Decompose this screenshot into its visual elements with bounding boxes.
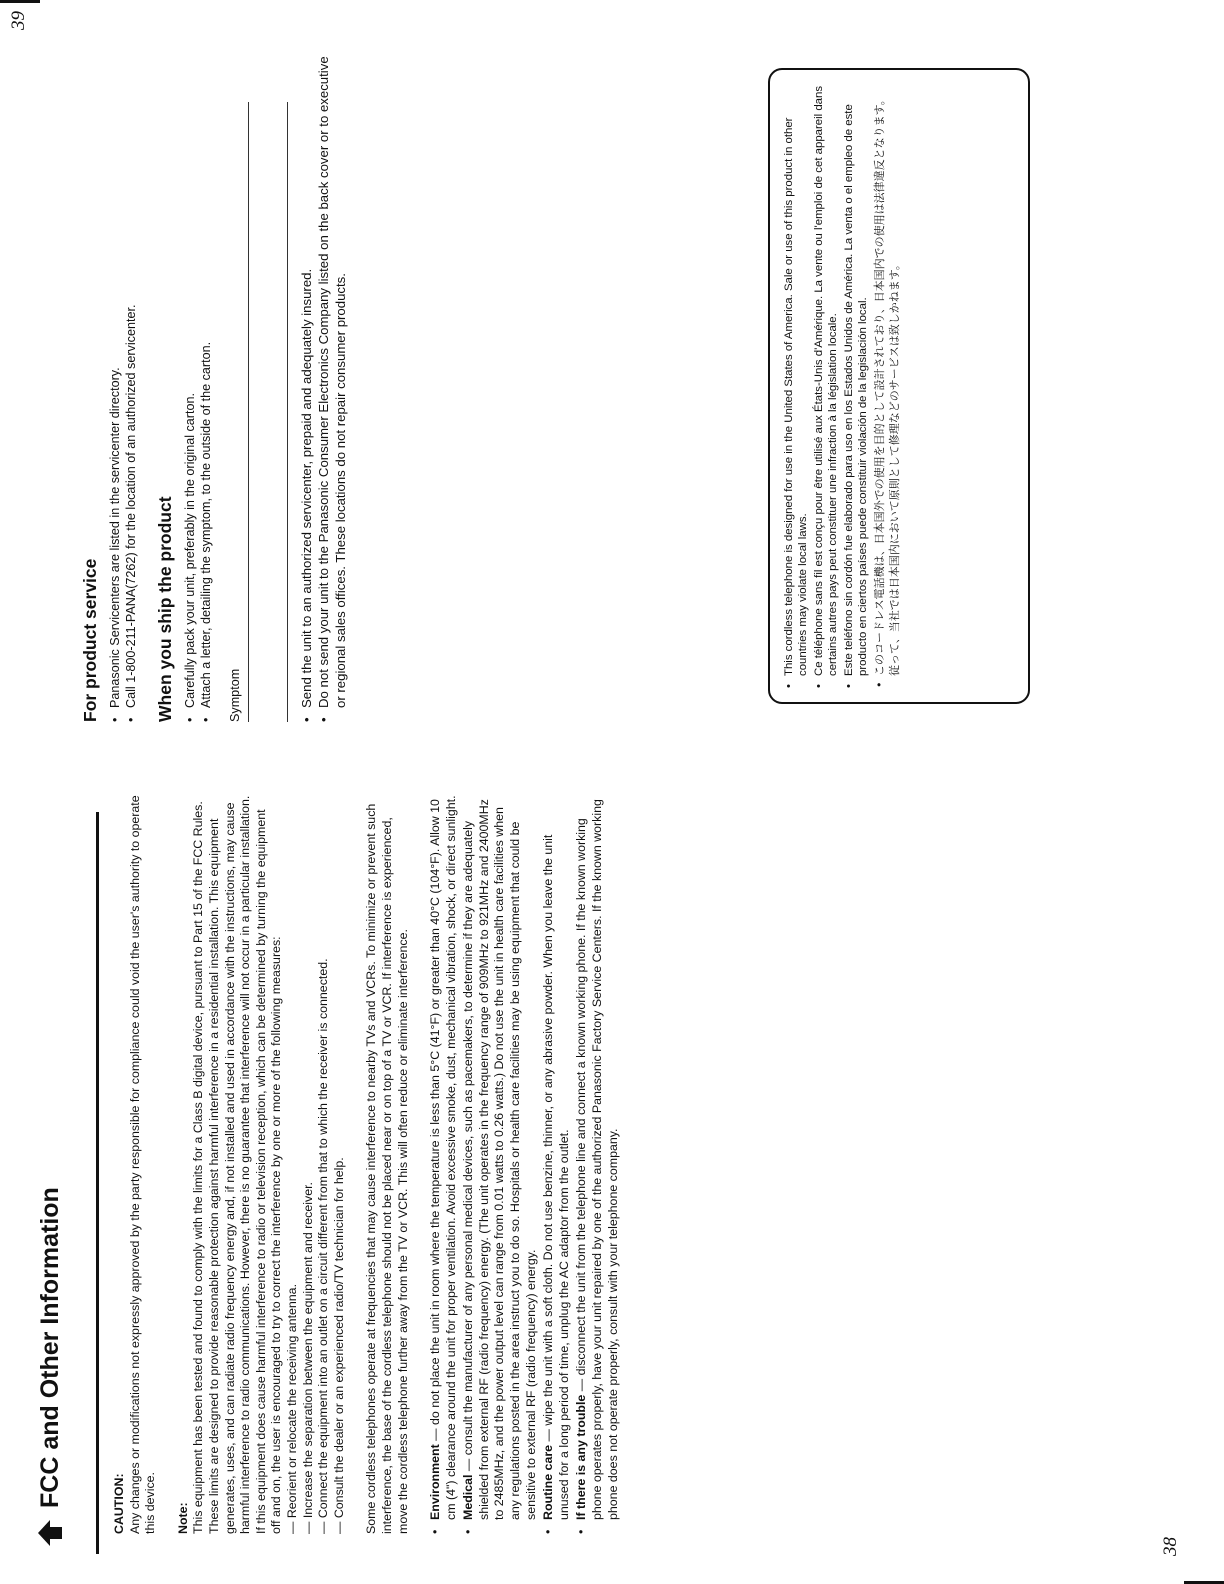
tv-vcr-block <box>364 794 411 1534</box>
caution-block <box>112 794 159 1534</box>
notice-box <box>768 68 1030 704</box>
notice-list <box>782 84 902 688</box>
bullet-term: Medical <box>461 1474 476 1520</box>
send-list <box>298 52 349 722</box>
bullet-environment <box>428 794 459 1534</box>
service-list <box>107 52 139 722</box>
service-item: • Call 1-800-211-PANA(7262) for the location of an authorized servicenter. <box>123 52 139 722</box>
title-rule <box>96 812 99 1554</box>
up-arrow-icon <box>38 1520 64 1546</box>
measure-item: — Connect the equipment into an outlet on a circuit different from that to which the receiver is connected. <box>316 958 331 1534</box>
page-number-right: 39 <box>8 11 29 30</box>
care-bullets <box>428 794 621 1534</box>
page-number-left: 38 <box>1160 1537 1181 1556</box>
ship-heading: When you ship the product <box>155 496 175 722</box>
tv-vcr-text: Some cordless telephones operate at frequencies that may cause interference to nearby TVs and VCRs. To minimize or prevent such interference, the base of the cordless telephone should not be placed near or on top of a TV or VCR. If interference is experienced, move the cordless telephone further away from the TV or VCR. This will often reduce or eliminate interference. <box>364 803 410 1534</box>
measure-item: — Increase the separation between the equipment and receiver. <box>300 1182 315 1534</box>
page-title-text: FCC and Other Information <box>36 1187 64 1508</box>
bullet-text: — consult the manufacturer of any personal medical devices, such as pacemakers, to determine if they are adequately shielded from external RF (radio frequency) energy. (The unit operates in the frequency range of 909MHz to 921MHz and 2400MHz to 2485MHz, and the power output level can range from 0.01 watts to 0.26 watts.) Do not use the unit in health care facilities when any regulations posted in the area instruct you to do so. Hospitals or health care facilities may be using equipment that could be sensitive to external RF (radio frequency) energy. <box>461 799 538 1520</box>
notice-item-french: • Ce téléphone sans fil est conçu pour être utilisé aux États-Unis d'Amérique. La vente ou l'emploi de cet appareil dans certains autres pays peut constituer une infraction à la législation locale. <box>812 84 840 688</box>
send-item: • Do not send your unit to the Panasonic Consumer Electronics Company listed on the back cover or to executive or regional sales offices. These locations do not repair consumer products. <box>315 52 349 722</box>
ship-section <box>155 52 214 722</box>
ship-item: • Carefully pack your unit, preferably in the original carton. <box>182 52 198 722</box>
bullet-trouble <box>574 794 621 1534</box>
ship-item: • Attach a letter, detailing the symptom, to the outside of the carton. <box>198 52 214 722</box>
note-block <box>176 794 348 1534</box>
bullet-routine-care <box>541 794 572 1534</box>
service-section <box>80 52 139 722</box>
symptom-label: Symptom <box>228 668 242 722</box>
ship-list <box>182 52 214 722</box>
notice-item-english: • This cordless telephone is designed for use in the United States of America. Sale or use of this product in other countries may violate local laws. <box>782 84 810 688</box>
send-item: • Send the unit to an authorized servicenter, prepaid and adequately insured. <box>298 52 315 722</box>
bullet-term: Environment <box>428 1444 443 1520</box>
service-item: • Panasonic Servicenters are listed in the servicenter directory. <box>107 52 123 722</box>
page-38 <box>0 792 1224 1584</box>
service-heading: For product service <box>80 558 100 722</box>
caution-text: Any changes or modifications not expressly approved by the party responsible for compliance could void the user's authority to operate this device. <box>127 795 158 1534</box>
bullet-text: — wipe the unit with a soft cloth. Do not use benzine, thinner, or any abrasive powder. When you leave the unit unused for a long period of time, unplug the AC adaptor from the outlet. <box>541 834 571 1520</box>
note-text: This equipment has been tested and found to comply with the limits for a Class B digital device, pursuant to Part 15 of the FCC Rules. These limits are designed to provide reasonable protection against harmful interference in a residential installation. This equipment generates, uses, and can radiate radio frequency energy and, if not installed and used in accordance with the instructions, may cause harmful interference to radio communications. However, there is no guarantee that interference will not occur in a particular installation. If this equipment does cause harmful interference to radio or television reception, which can be determined by turning the equipment off and on, the user is encouraged to try to correct the interference by one or more of the following measures: <box>191 795 284 1534</box>
caution-label: CAUTION: <box>112 1473 126 1534</box>
page-title <box>36 1187 65 1546</box>
bullet-medical <box>461 794 539 1534</box>
bullet-term: Routine care <box>541 1444 556 1520</box>
edge-mark <box>0 0 40 3</box>
left-body <box>112 794 623 1534</box>
measure-item: — Consult the dealer or an experienced radio/TV technician for help. <box>331 1157 346 1534</box>
notice-item-spanish: • Este teléfono sin cordón fue elaborado para uso en los Estados Unidos de América. La venta o el empleo de este producto en ciertos países puede constituir violación de la legislación local. <box>842 84 870 688</box>
notice-item-japanese: • このコードレス電話機は、日本国外での使用を目的として設計されており、日本国内での使用は法律違反となります。従って、当社では日本国内において原則として修理などのサービスは致しかねます。 <box>872 84 902 688</box>
measures-list <box>285 794 347 1534</box>
bullet-term: If there is any trouble <box>574 1394 589 1520</box>
right-content <box>80 52 349 722</box>
measure-item: — Reorient or relocate the receiving antenna. <box>284 1283 299 1534</box>
note-label: Note: <box>175 1502 190 1534</box>
symptom-lines <box>248 102 288 722</box>
bullet-text: — do not place the unit in room where the temperature is less than 5°C (41°F) or greater than 40°C (104°F). Allow 10 cm (4") clearance around the unit for proper ventilation. Avoid excessive smoke, dust, mechanical vibration, shock, or direct sunlight. <box>428 795 458 1520</box>
bullet-text: — disconnect the unit from the telephone line and connect a known working phone. If the known working phone operates properly, have your unit repaired by one of the authorized Panasonic Factory Service Centers. If the known working phone does not operate properly, consult with your telephone company. <box>574 799 620 1520</box>
